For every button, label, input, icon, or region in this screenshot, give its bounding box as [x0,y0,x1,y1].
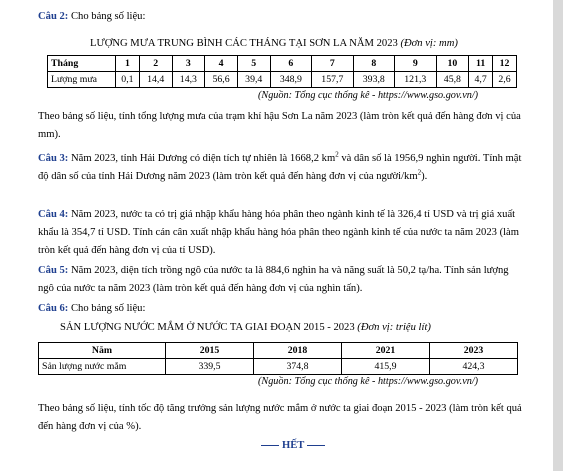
q2-table-title-text: LƯỢNG MƯA TRUNG BÌNH CÁC THÁNG TẠI SƠN LA NĂM 2023 [90,38,398,49]
end-dash-right [307,445,325,446]
q2-rain-cell: 39,4 [237,72,270,88]
q4-block [38,206,526,260]
q3-label: Câu 3: [38,153,69,164]
q6-label: Câu 6: [38,303,69,314]
q2-rain-cell: 4,7 [469,72,493,88]
q4-label: Câu 4: [38,209,69,220]
q2-rain-header: Lượng mưa [48,72,116,88]
q2-rain-cell: 14,4 [139,72,172,88]
page-right-margin [553,0,563,471]
end-dash-left [261,445,279,446]
q3-text-a: Năm 2023, tỉnh Hải Dương có diện tích tự nhiên là 1668,2 km [70,153,336,164]
q2-month-row [48,56,517,72]
q6-table-title-text: SẢN LƯỢNG NƯỚC MẮM Ở NƯỚC TA GIAI ĐOẠN 2015 - 2023 [60,322,355,333]
q2-table-title [90,38,458,49]
q2-rain-table [47,55,517,88]
q2-rain-cell: 56,6 [205,72,238,88]
q2-table-unit: (Đơn vị: mm) [400,38,458,49]
q3-text-c: ). [421,171,428,182]
q6-year-header: Năm [39,343,166,359]
q6-heading [38,300,526,318]
q6-row-label: Sản lượng nước mắm [39,359,166,375]
q2-task: Theo bảng số liệu, tính tổng lượng mưa của trạm khí hậu Sơn La năm 2023 (làm tròn kết quả đến hàng đơn vị của mm). [38,111,521,140]
q2-month-cell: 6 [270,56,311,72]
q2-intro: Cho bảng số liệu: [70,11,146,22]
q5-label: Câu 5: [38,265,69,276]
q2-month-cell: 12 [493,56,517,72]
q3-sup: 2 [335,150,339,159]
q2-month-cell: 10 [436,56,469,72]
q2-rain-cell: 14,3 [172,72,205,88]
q6-table-title [60,322,431,333]
q6-value-cell: 339,5 [166,359,254,375]
q2-month-cell: 2 [139,56,172,72]
q2-month-cell: 8 [353,56,394,72]
q2-month-cell: 1 [116,56,140,72]
q5-text: Năm 2023, diện tích trồng ngô của nước ta là 884,6 nghìn ha và năng suất là 50,2 tạ/ha. Tính sản lượng ngô của nước ta năm 2023 (làm tròn kết quả đến hàng đơn vị của nghìn tấn). [38,265,509,294]
q6-year-cell: 2018 [254,343,342,359]
q4-text: Năm 2023, nước ta có trị giá nhập khẩu hàng hóa phân theo ngành kinh tế là 326,4 tỉ USD và trị giá xuất khẩu là 354,7 tỉ USD. Tính cán cân xuất nhập khẩu hàng hóa phân theo ngành kinh tế của nước ta năm 2023 (làm tròn kết quả đến hàng đơn vị của tỉ USD). [38,209,519,256]
q2-rain-cell: 121,3 [395,72,436,88]
q6-value-cell: 424,3 [430,359,518,375]
q6-year-cell: 2021 [342,343,430,359]
q6-fish-sauce-table [38,342,518,375]
q2-month-cell: 3 [172,56,205,72]
q6-year-row [39,343,518,359]
q2-rain-cell: 45,8 [436,72,469,88]
q6-year-cell: 2023 [430,343,518,359]
q5-block [38,262,526,298]
q2-month-cell: 4 [205,56,238,72]
q3-text-b: và dân số là 1956,9 nghìn người. Tính mật độ dân số của tỉnh Hải Dương năm 2023 (làm tròn kết quả đến hàng đơn vị của người/km [38,153,522,182]
q2-month-cell: 9 [395,56,436,72]
q6-value-cell: 415,9 [342,359,430,375]
q2-rain-cell: 393,8 [353,72,394,88]
q2-rain-cell: 2,6 [493,72,517,88]
q2-rain-cell: 157,7 [312,72,353,88]
q6-value-cell: 374,8 [254,359,342,375]
q6-intro: Cho bảng số liệu: [70,303,146,314]
q2-rain-row [48,72,517,88]
q2-rain-cell: 0,1 [116,72,140,88]
q2-rain-cell: 348,9 [270,72,311,88]
q6-source: (Nguồn: Tổng cục thống kê - https://www.gso.gov.vn/) [258,376,479,387]
q6-year-cell: 2015 [166,343,254,359]
q2-month-cell: 11 [469,56,493,72]
end-text: HẾT [282,440,305,451]
q3-sup: 2 [417,168,422,177]
q2-heading [38,8,538,26]
q2-label: Câu 2: [38,11,69,22]
end-marker [258,440,328,451]
q2-source: (Nguồn: Tổng cục thống kê - https://www.gso.gov.vn/) [258,90,479,101]
q2-month-cell: 7 [312,56,353,72]
q2-month-cell: 5 [237,56,270,72]
q6-table-unit: (Đơn vị: triệu lít) [357,322,431,333]
q6-task: Theo bảng số liệu, tính tốc độ tăng trưởng sản lượng nước mắm ở nước ta giai đoạn 2015 - 2023 (làm tròn kết quả đến hàng đơn vị của %). [38,403,522,432]
q2-month-header: Tháng [48,56,116,72]
q3-block [38,150,526,186]
q6-value-row [39,359,518,375]
